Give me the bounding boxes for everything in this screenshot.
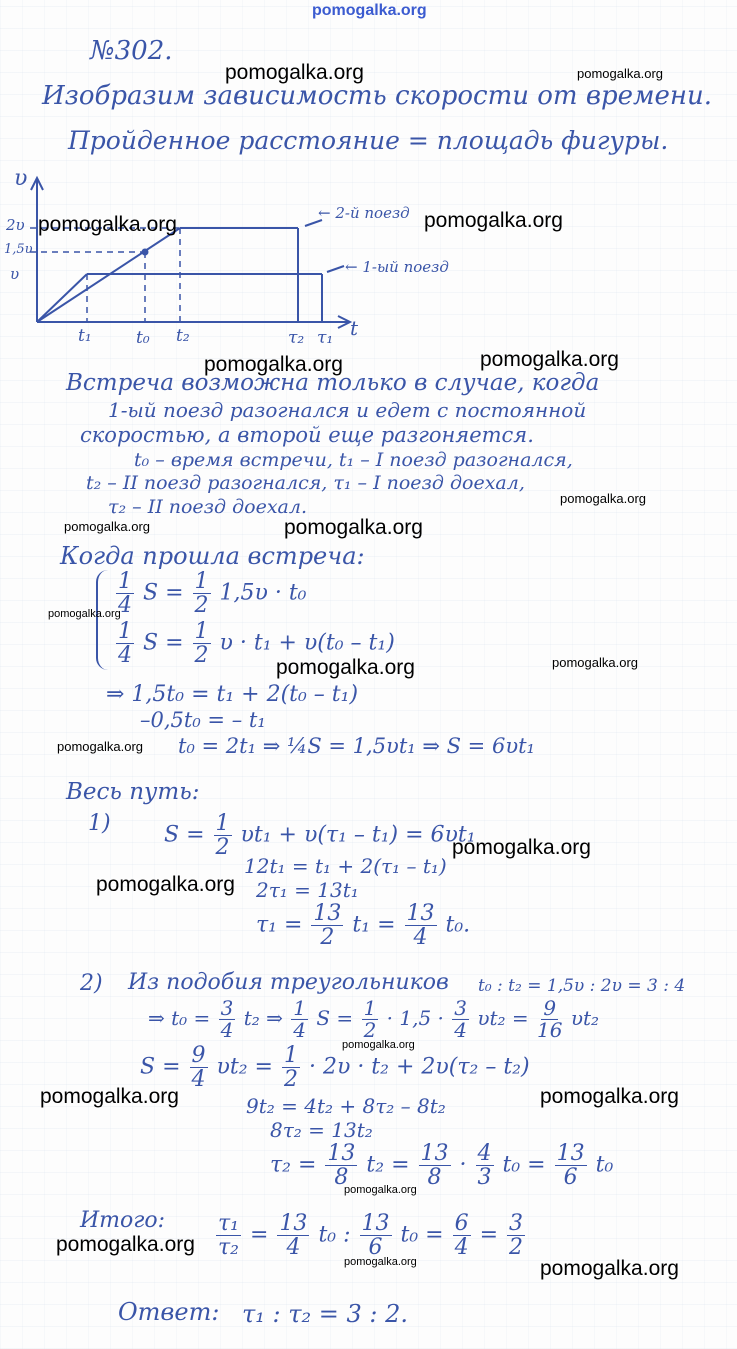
frac-thirteen-quarter: $\frac{13}{4}$ (279, 1211, 308, 1261)
frac-four-three: $\frac{4}{3}$ (477, 1141, 492, 1191)
train1-pointer (327, 266, 344, 272)
meeting-step-2: –0,5t₀ = – t₁ (140, 708, 266, 732)
meeting-point (143, 250, 148, 255)
part2-ratio: t₀ : t₂ = 1,5υ : 2υ = 3 : 4 (478, 976, 686, 996)
frac-nine-sixteen: $\frac{9}{16}$ (537, 996, 563, 1042)
velocity-time-graph (0, 0, 737, 360)
watermark[interactable]: pomogalka.org (284, 516, 423, 539)
frac-thirteen-six: $\frac{13}{6}$ (556, 1141, 585, 1191)
frac-thirteen-eight: $\frac{13}{8}$ (327, 1141, 356, 1191)
watermark[interactable]: pomogalka.org (40, 1085, 179, 1108)
meeting-eq-2: $\frac{1}{4}$ S = $\frac{1}{2}$ υ · t₁ + υ(t₀ – t₁) (118, 619, 395, 669)
part2-line-3: S = $\frac{9}{4}$ υt₂ = $\frac{1}{2}$ · 2υ · t₂ + 2υ(τ₂ – t₂) (140, 1043, 530, 1093)
watermark[interactable]: pomogalka.org (225, 61, 364, 84)
train1-label: ← 1-ый поезд (345, 258, 449, 276)
watermark[interactable]: pomogalka.org (560, 491, 646, 506)
frac-nine-quarter: $\frac{9}{4}$ (191, 1043, 206, 1093)
watermark[interactable]: pomogalka.org (452, 836, 591, 859)
watermark[interactable]: pomogalka.org (64, 519, 150, 534)
intro-line-1: Изобразим зависимость скорости от времени. (42, 81, 713, 111)
watermark[interactable]: pomogalka.org (276, 656, 415, 679)
watermark[interactable]: pomogalka.org (57, 739, 143, 754)
y-label-2v: 2υ (6, 216, 25, 234)
frac-quarter: $\frac{1}{4}$ (293, 996, 307, 1042)
frac-thirteen-half: $\frac{13}{2}$ (313, 901, 342, 951)
part2-line-6: τ₂ = $\frac{13}{8}$ t₂ = $\frac{13}{8}$ · $\frac{4}{3}$ t₀ = $\frac{13}{6}$ t₀ (270, 1141, 614, 1191)
frac-three-quarter: $\frac{3}{4}$ (220, 996, 234, 1042)
x-label-t0: t₀ (136, 328, 150, 348)
train1-accel (37, 274, 87, 322)
meeting-step-1: ⇒ 1,5t₀ = t₁ + 2(t₀ – t₁) (106, 682, 359, 707)
watermark[interactable]: pomogalka.org (48, 608, 121, 620)
watermark[interactable]: pomogalka.org (344, 1256, 417, 1268)
watermark[interactable]: pomogalka.org (204, 353, 343, 376)
frac-three-quarter: $\frac{3}{4}$ (454, 996, 467, 1042)
total-label: Итого: (80, 1208, 166, 1233)
watermark[interactable]: pomogalka.org (540, 1257, 679, 1280)
axis-t-label: t (350, 316, 359, 340)
frac-half: $\frac{1}{2}$ (194, 619, 209, 669)
x-label-tau1: τ₁ (317, 328, 334, 348)
frac-six-four: $\frac{6}{4}$ (454, 1211, 469, 1261)
frac-three-two: $\frac{3}{2}$ (509, 1211, 524, 1261)
explain-line-2: 1-ый поезд разогнался и едет с постоянной (108, 398, 587, 422)
y-label-15v: 1,5υ (4, 242, 33, 257)
problem-number: №302. (90, 36, 173, 66)
explain-line-5: t₂ – II поезд разогнался, τ₁ – I поезд доехал, (86, 472, 525, 494)
watermark[interactable]: pomogalka.org (540, 1085, 679, 1108)
answer-label: Ответ: (118, 1298, 220, 1326)
meeting-step-3: t₀ = 2t₁ ⇒ ¼S = 1,5υt₁ ⇒ S = 6υt₁ (178, 734, 535, 758)
top-watermark[interactable]: pomogalka.org (312, 2, 427, 19)
part2-line-5: 8τ₂ = 13t₂ (270, 1118, 373, 1142)
whole-path-eq-3: 2τ₁ = 13t₁ (256, 878, 359, 902)
explain-line-1: Встреча возможна только в случае, когда (66, 370, 600, 396)
total-equation: $\frac{\text{τ₁}}{\text{τ₂}}$ = $\frac{13}{4}$ t₀ : $\frac{13}{6}$ t₀ = $\frac{6}{4}$ = $\frac{3}{2}$ (218, 1211, 524, 1261)
y-label-v: υ (10, 265, 20, 283)
frac-quarter: $\frac{1}{4}$ (118, 569, 132, 619)
whole-path-eq-4: τ₁ = $\frac{13}{2}$ t₁ = $\frac{13}{4}$ t₀. (256, 901, 471, 951)
watermark[interactable]: pomogalka.org (552, 655, 638, 670)
frac-thirteen-quarter: $\frac{13}{4}$ (406, 901, 435, 951)
train2-label: ← 2-й поезд (318, 204, 410, 222)
watermark[interactable]: pomogalka.org (424, 209, 563, 232)
intro-line-2: Пройденное расстояние = площадь фигуры. (68, 126, 669, 155)
watermark[interactable]: pomogalka.org (38, 213, 177, 236)
part2-line-4: 9t₂ = 4t₂ + 8τ₂ – 8t₂ (246, 1094, 446, 1118)
frac-tau1-tau2: $\frac{\text{τ₁}}{\text{τ₂}}$ (218, 1211, 239, 1261)
x-label-tau2: τ₂ (288, 328, 305, 348)
part2-title: Из подобия треугольников (128, 970, 449, 995)
explain-line-4: t₀ – время встречи, t₁ – I поезд разогнался, (134, 449, 573, 471)
frac-half: $\frac{1}{2}$ (215, 811, 230, 861)
watermark[interactable]: pomogalka.org (56, 1233, 195, 1256)
whole-path-eq-1: S = $\frac{1}{2}$ υt₁ + υ(τ₁ – t₁) = 6υt₁ (164, 811, 476, 861)
frac-thirteen-six: $\frac{13}{6}$ (361, 1211, 390, 1261)
watermark[interactable]: pomogalka.org (344, 1184, 417, 1196)
watermark[interactable]: pomogalka.org (480, 348, 619, 371)
explain-line-6: τ₂ – II поезд доехал. (108, 496, 308, 518)
system-brace (96, 570, 108, 670)
watermark[interactable]: pomogalka.org (96, 873, 235, 896)
answer-value: τ₁ : τ₂ = 3 : 2. (242, 1300, 409, 1328)
x-label-t1: t₁ (78, 326, 92, 346)
watermark[interactable]: pomogalka.org (342, 1039, 415, 1051)
part2-line-2: ⇒ t₀ = $\frac{3}{4}$ t₂ ⇒ $\frac{1}{4}$ S = $\frac{1}{2}$ · 1,5 · $\frac{3}{4}$ υt₂ = $\frac{9}{16}$ υt₂ (148, 996, 600, 1042)
part2-n2: 2) (80, 971, 103, 996)
axis-v-label: υ (14, 166, 28, 191)
frac-half: $\frac{1}{2}$ (283, 1043, 298, 1093)
frac-thirteen-eight: $\frac{13}{8}$ (420, 1141, 449, 1191)
frac-quarter: $\frac{1}{4}$ (118, 619, 132, 669)
frac-half: $\frac{1}{2}$ (363, 996, 377, 1042)
meeting-title: Когда прошла встреча: (60, 542, 365, 570)
watermark[interactable]: pomogalka.org (577, 66, 663, 81)
whole-path-eq-2: 12t₁ = t₁ + 2(τ₁ – t₁) (244, 854, 447, 878)
x-label-t2: t₂ (176, 326, 190, 346)
frac-half: $\frac{1}{2}$ (194, 569, 209, 619)
explain-line-3: скоростью, а второй еще разгоняется. (80, 423, 534, 447)
whole-path-n1: 1) (88, 811, 111, 836)
meeting-eq-1: $\frac{1}{4}$ S = $\frac{1}{2}$ 1,5υ · t₀ (118, 569, 307, 619)
whole-path-title: Весь путь: (66, 779, 200, 805)
